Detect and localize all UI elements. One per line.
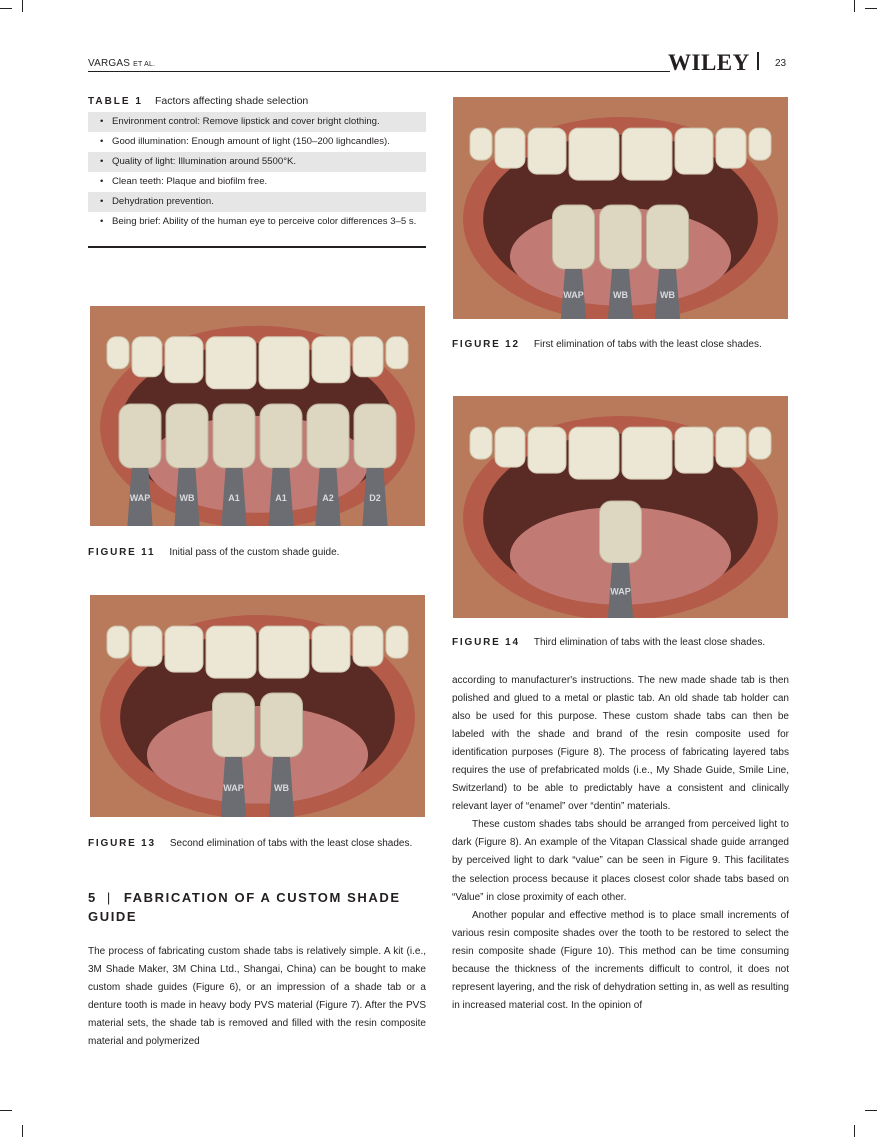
tooth [132, 626, 162, 666]
table-row-text: Being brief: Ability of the human eye to perceive color differences 3–5 s. [112, 216, 417, 227]
crop-mark [865, 8, 877, 9]
section-title: FABRICATION OF A CUSTOM SHADE GUIDE [88, 890, 401, 924]
left-column-text [88, 943, 426, 1051]
figure-11-photo [90, 306, 425, 526]
table-row-text: Good illumination: Enough amount of light (150–200 lighcandles). [112, 136, 390, 147]
tooth [107, 337, 129, 369]
table-row [88, 152, 426, 172]
tooth [470, 128, 492, 160]
figure-13-caption [88, 836, 426, 851]
bullet-icon: • [100, 216, 104, 227]
table-row [88, 172, 426, 192]
shade-tab-label: A2 [322, 493, 334, 503]
page-number: 23 [775, 58, 787, 69]
table-row [88, 192, 426, 212]
bullet-icon: • [100, 176, 104, 187]
crop-mark [854, 1125, 855, 1137]
tooth [622, 128, 672, 180]
bullet-icon: • [100, 196, 104, 207]
author-suffix: ET AL. [133, 61, 156, 68]
shade-tab-label: WB [179, 493, 195, 503]
table-body [88, 112, 426, 232]
table-row-text: Environment control: Remove lipstick and cover bright clothing. [112, 116, 380, 127]
figure-label: FIGURE 13 [88, 838, 156, 849]
table-bottom-rule [88, 246, 426, 248]
tooth [386, 337, 408, 369]
running-header-author [88, 58, 155, 69]
tooth [259, 337, 309, 389]
tooth [528, 128, 566, 174]
shade-tab-label: WB [613, 290, 628, 300]
tooth [749, 427, 771, 459]
crop-mark [865, 1110, 877, 1111]
author-name: VARGAS [88, 58, 131, 69]
table-row-text: Clean teeth: Plaque and biofilm free. [112, 176, 268, 187]
figure-14-caption [452, 635, 790, 650]
tooth [495, 128, 525, 168]
tooth [716, 427, 746, 467]
publisher-logo: WILEY [668, 50, 750, 75]
paragraph: These custom shades tabs should be arranged from perceived light to dark (Figure 8). An example of the Vitapan Classical shade guide arranged by perceived light to dark “value” can be seen in Figure 9. This facilitates the selection process because it places closest color shade tabs based on “Value” in close proximity of each other. [452, 819, 789, 903]
tooth [622, 427, 672, 479]
bullet-icon: • [100, 136, 104, 147]
tooth [675, 128, 713, 174]
caption-text: First elimination of tabs with the least close shades. [533, 339, 762, 350]
tooth [528, 427, 566, 473]
paragraph: Another popular and effective method is to place small increments of various resin composite shades over the tooth to be restored to select the resin composite shade (Figure 10). This method can be time consuming because the thickness of the increments difficult to control, it does not represent layering, and the risk of dehydration setting in, as well as resulting in increased material cost. In the opinion of [452, 909, 789, 1011]
tooth [353, 626, 383, 666]
tooth [749, 128, 771, 160]
tooth [470, 427, 492, 459]
shade-tab-label: A1 [275, 493, 287, 503]
tooth [569, 128, 619, 180]
crop-mark [22, 1125, 23, 1137]
tooth [716, 128, 746, 168]
section-number: 5 [88, 890, 97, 905]
figure-14-photo [453, 396, 788, 618]
table-row-text: Quality of light: Illumination around 5500°K. [112, 156, 297, 167]
tooth [495, 427, 525, 467]
tooth [132, 337, 162, 377]
shade-tab-label: A1 [228, 493, 240, 503]
crop-mark [0, 8, 12, 9]
tooth [675, 427, 713, 473]
shade-tab-label: WAP [223, 783, 244, 793]
shade-tab-label: WAP [129, 493, 151, 503]
caption-text: Second elimination of tabs with the least close shades. [169, 838, 413, 849]
caption-text: Third elimination of tabs with the least close shades. [533, 637, 766, 648]
figure-12-photo [453, 97, 788, 319]
figure-label: FIGURE 12 [452, 339, 520, 350]
caption-text: Initial pass of the custom shade guide. [169, 547, 340, 558]
tooth [165, 626, 203, 672]
table-row [88, 112, 426, 132]
tooth [165, 337, 203, 383]
section-heading [88, 888, 426, 926]
shade-tab-label: WAP [563, 290, 584, 300]
crop-mark [22, 0, 23, 12]
header-rule [88, 71, 670, 72]
tooth [312, 626, 350, 672]
table-title: Factors affecting shade selection [154, 95, 309, 107]
tooth [206, 626, 256, 678]
tooth [569, 427, 619, 479]
tooth [206, 337, 256, 389]
shade-tab-label: WB [660, 290, 675, 300]
figure-12-caption [452, 337, 790, 352]
shade-tab-label: D2 [369, 493, 381, 503]
shade-tab-label: WB [274, 783, 289, 793]
table-row [88, 212, 426, 232]
table-row-text: Dehydration prevention. [112, 196, 214, 207]
figure-13-photo [90, 595, 425, 817]
paragraph: according to manufacturer's instructions. The new made shade tab is then polished and glued to a metal or plastic tab. An old shade tab holder can also be used for this purpose. These custom shade tabs can then be labeled with the shade and brand of the resin composite used for identification purposes (Figure 8). The process of fabricating layered tabs requires the use of prefabricated molds (i.e., My Shade Guide, Smile Line, Switzerland) to be able to predictably have a consistent and clinically relevant layer of “enamel” over “dentin” materials. [452, 675, 789, 813]
tooth [107, 626, 129, 658]
right-column-text [452, 672, 789, 1015]
section-separator: | [106, 890, 112, 905]
table-label: TABLE 1 [88, 96, 143, 107]
figure-11-caption [88, 545, 426, 560]
tooth [259, 626, 309, 678]
shade-tab-label: WAP [610, 586, 631, 597]
bullet-icon: • [100, 116, 104, 127]
crop-mark [0, 1110, 12, 1111]
bullet-icon: • [100, 156, 104, 167]
table-caption [88, 95, 308, 107]
tooth [312, 337, 350, 383]
header-divider [757, 52, 759, 70]
table-row [88, 132, 426, 152]
figure-label: FIGURE 11 [88, 547, 156, 558]
crop-mark [854, 0, 855, 12]
tooth [353, 337, 383, 377]
tooth [386, 626, 408, 658]
paragraph: The process of fabricating custom shade tabs is relatively simple. A kit (i.e., 3M Shade Maker, 3M China Ltd., Shangai, China) can be bought to make custom shade guides (Figure 6), or an impression of a shade tab or a denture tooth is made in heavy body PVS material (Figure 7). After the PVS material sets, the shade tab is removed and filled with the resin composite material and polymerized [88, 946, 426, 1048]
figure-label: FIGURE 14 [452, 637, 520, 648]
